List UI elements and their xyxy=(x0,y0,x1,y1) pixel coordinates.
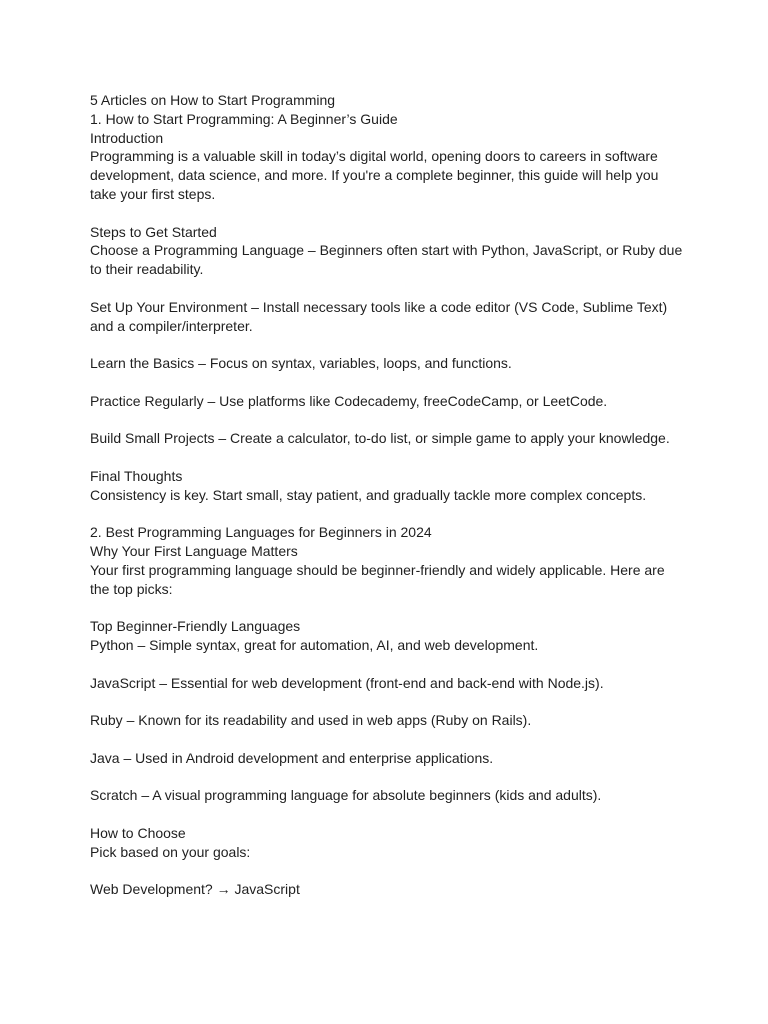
why-heading: Why Your First Language Matters xyxy=(90,543,298,560)
language-item: Python – Simple syntax, great for automation, AI, and web development. xyxy=(90,637,539,654)
top-languages-heading: Top Beginner-Friendly Languages xyxy=(90,618,301,635)
step-item: Choose a Programming Language – Beginners often start with Python, JavaScript, or Ruby due to their readability. xyxy=(90,242,683,278)
spacer xyxy=(90,730,686,749)
spacer xyxy=(90,599,686,618)
spacer xyxy=(90,505,686,524)
why-paragraph: Your first programming language should be beginner-friendly and widely applicable. Here are the top picks: xyxy=(90,561,665,597)
how-to-choose-paragraph: Pick based on your goals: xyxy=(90,843,251,860)
article-2-heading: 2. Best Programming Languages for Beginners in 2024 xyxy=(90,524,432,541)
language-item: Scratch – A visual programming language for absolute beginners (kids and adults). xyxy=(90,787,602,804)
language-item: JavaScript – Essential for web development (front-end and back-end with Node.js). xyxy=(90,674,604,691)
spacer xyxy=(90,448,686,467)
spacer xyxy=(90,805,686,824)
spacer xyxy=(90,411,686,430)
document-title: 5 Articles on How to Start Programming xyxy=(90,92,336,108)
steps-heading: Steps to Get Started xyxy=(90,223,217,240)
spacer xyxy=(90,335,686,354)
step-item: Build Small Projects – Create a calculator, to-do list, or simple game to apply your knowledge. xyxy=(90,430,670,447)
final-thoughts-paragraph: Consistency is key. Start small, stay patient, and gradually tackle more complex concepts. xyxy=(90,486,647,503)
language-item: Ruby – Known for its readability and used in web apps (Ruby on Rails). xyxy=(90,712,532,729)
article-1-heading: 1. How to Start Programming: A Beginner’s Guide xyxy=(90,110,398,127)
spacer xyxy=(90,279,686,298)
introduction-heading: Introduction xyxy=(90,129,164,146)
how-to-choose-heading: How to Choose xyxy=(90,825,186,842)
goal-item: Web Development? → JavaScript xyxy=(90,881,300,898)
language-item: Java – Used in Android development and enterprise applications. xyxy=(90,749,494,766)
step-item: Learn the Basics – Focus on syntax, variables, loops, and functions. xyxy=(90,355,512,372)
spacer xyxy=(90,373,686,392)
spacer xyxy=(90,204,686,223)
final-thoughts-heading: Final Thoughts xyxy=(90,467,183,484)
spacer xyxy=(90,693,686,712)
step-item: Practice Regularly – Use platforms like Codecademy, freeCodeCamp, or LeetCode. xyxy=(90,392,608,409)
spacer xyxy=(90,768,686,787)
spacer xyxy=(90,655,686,674)
spacer xyxy=(90,862,686,881)
document-body xyxy=(90,91,686,899)
step-item: Set Up Your Environment – Install necessary tools like a code editor (VS Code, Sublime Text) and a compiler/interpreter. xyxy=(90,298,668,334)
introduction-paragraph: Programming is a valuable skill in today’s digital world, opening doors to careers in software development, data science, and more. If you're a complete beginner, this guide will help you take your first steps. xyxy=(90,148,659,202)
